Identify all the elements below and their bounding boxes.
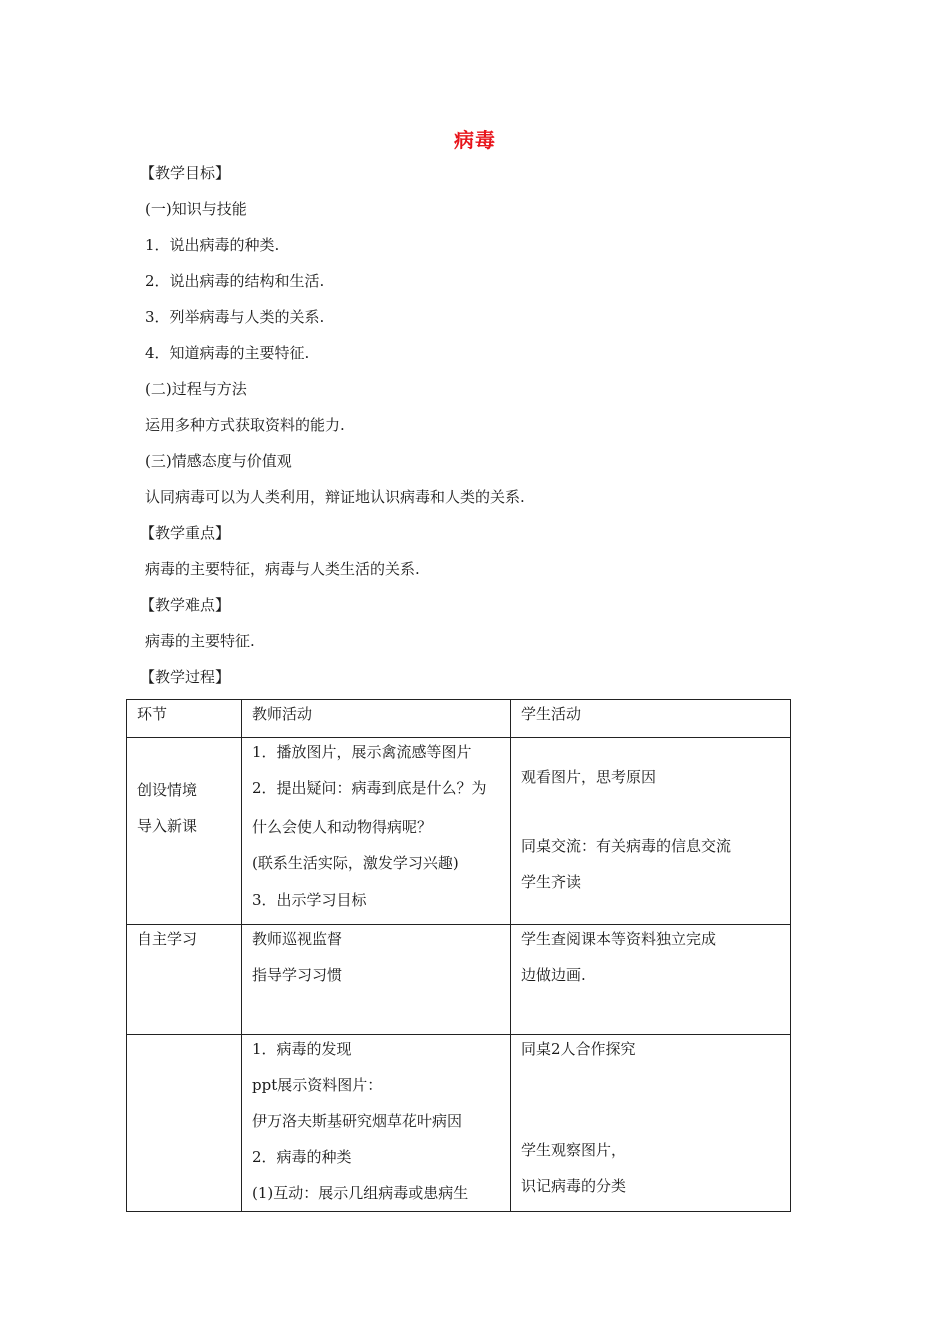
header-student: 学生活动 xyxy=(521,705,582,723)
student-activity: 识记病毒的分类 xyxy=(521,1177,627,1195)
teaching-process-table xyxy=(126,699,791,1212)
stage-label: 自主学习 xyxy=(137,930,198,948)
table-row xyxy=(127,1035,791,1212)
header-stage: 环节 xyxy=(137,705,168,723)
emotion-text: 认同病毒可以为人类利用，辩证地认识病毒和人类的关系. xyxy=(145,488,525,506)
teacher-activity: 2．病毒的种类 xyxy=(252,1148,352,1166)
student-activity: 观看图片，思考原因 xyxy=(521,768,657,786)
teacher-activity: 指导学习习惯 xyxy=(252,966,343,984)
key-points-text: 病毒的主要特征，病毒与人类生活的关系. xyxy=(145,560,420,578)
teacher-activity: 伊万洛夫斯基研究烟草花叶病因 xyxy=(252,1112,463,1130)
teacher-activity: 什么会使人和动物得病呢？ xyxy=(252,818,433,836)
difficulties-heading: 【教学难点】 xyxy=(140,596,231,614)
student-activity: 同桌交流：有关病毒的信息交流 xyxy=(521,837,732,855)
process-method-text: 运用多种方式获取资料的能力. xyxy=(145,416,345,434)
teacher-activity: 3．出示学习目标 xyxy=(252,891,367,909)
stage-label: 导入新课 xyxy=(137,817,198,835)
process-method-heading: (二)过程与方法 xyxy=(145,380,247,398)
teacher-activity: (联系生活实际，激发学习兴趣) xyxy=(252,854,459,872)
process-heading: 【教学过程】 xyxy=(140,668,231,686)
teacher-activity: 2．提出疑问：病毒到底是什么？为 xyxy=(252,779,487,797)
knowledge-item: 4．知道病毒的主要特征. xyxy=(145,344,310,362)
teacher-activity: 1．播放图片，展示禽流感等图片 xyxy=(252,743,472,761)
teacher-activity: 1．病毒的发现 xyxy=(252,1040,352,1058)
knowledge-item: 2．说出病毒的结构和生活. xyxy=(145,272,325,290)
student-activity: 学生查阅课本等资料独立完成 xyxy=(521,930,717,948)
table-row xyxy=(127,738,791,925)
objectives-heading: 【教学目标】 xyxy=(140,164,231,182)
table-header-row xyxy=(127,700,791,738)
page-title: 病毒 xyxy=(454,128,496,152)
knowledge-item: 1．说出病毒的种类. xyxy=(145,236,280,254)
emotion-heading: (三)情感态度与价值观 xyxy=(145,452,292,470)
student-activity: 同桌2人合作探究 xyxy=(521,1040,636,1058)
student-activity: 边做边画. xyxy=(521,966,586,984)
knowledge-item: 3．列举病毒与人类的关系. xyxy=(145,308,325,326)
table-row xyxy=(127,925,791,1035)
student-activity: 学生齐读 xyxy=(521,873,582,891)
knowledge-heading: (一)知识与技能 xyxy=(145,200,247,218)
teacher-activity: 教师巡视监督 xyxy=(252,930,343,948)
header-teacher: 教师活动 xyxy=(252,705,313,723)
student-activity: 学生观察图片， xyxy=(521,1141,627,1159)
key-points-heading: 【教学重点】 xyxy=(140,524,231,542)
difficulties-text: 病毒的主要特征. xyxy=(145,632,255,650)
teacher-activity: (1)互动：展示几组病毒或患病生 xyxy=(252,1184,469,1202)
teacher-activity: ppt展示资料图片： xyxy=(252,1076,383,1094)
stage-label: 创设情境 xyxy=(137,781,198,799)
